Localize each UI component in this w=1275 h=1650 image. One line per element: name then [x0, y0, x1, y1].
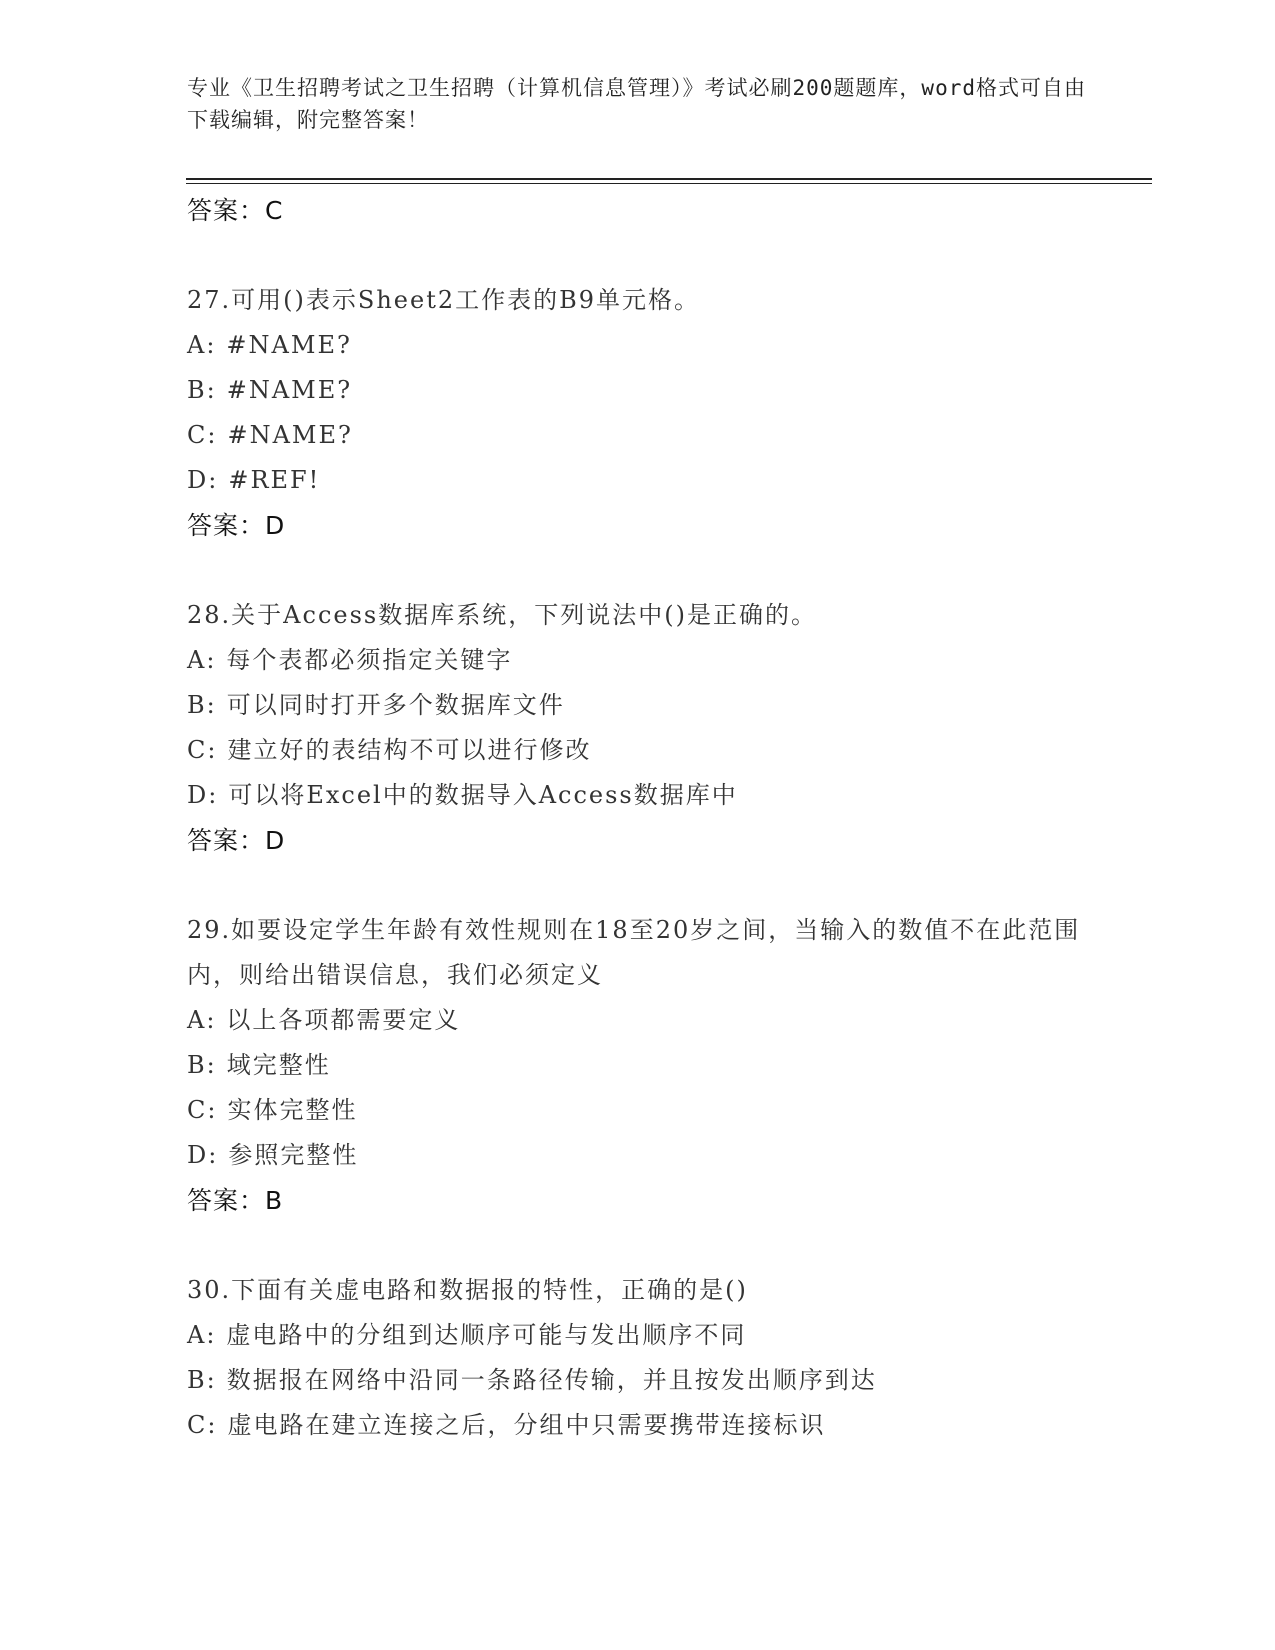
option-b [187, 1043, 1087, 1088]
option-text: 虚电路中的分组到达顺序可能与发出顺序不同 [226, 1321, 747, 1349]
option-text: #REF! [228, 466, 321, 494]
option-c [187, 1403, 1087, 1448]
answer-previous: 答案：C [187, 196, 284, 225]
option-c [187, 413, 1087, 458]
header-divider-thin [186, 183, 1152, 184]
option-text: #NAME? [226, 376, 353, 404]
option-letter: C: [187, 421, 218, 449]
spacer [187, 548, 1087, 593]
option-letter: C: [187, 1411, 218, 1439]
option-b [187, 1358, 1087, 1403]
option-letter: C: [187, 736, 218, 764]
question-list [187, 188, 1087, 1448]
question-block-28 [187, 593, 1087, 863]
option-text: 实体完整性 [227, 1096, 358, 1124]
option-letter: D: [187, 466, 219, 494]
option-d [187, 1133, 1087, 1178]
question-text: 29.如要设定学生年龄有效性规则在18至20岁之间，当输入的数值不在此范围内，则给出错误信息，我们必须定义 [187, 916, 1081, 989]
question-text: 30.下面有关虚电路和数据报的特性，正确的是() [187, 1276, 748, 1304]
option-letter: B: [187, 1366, 217, 1394]
question-block-29 [187, 908, 1087, 1223]
option-letter: D: [187, 781, 219, 809]
option-letter: C: [187, 1096, 218, 1124]
option-letter: D: [187, 1141, 219, 1169]
answer-text: 答案：D [187, 826, 286, 855]
option-a [187, 638, 1087, 683]
option-text: 以上各项都需要定义 [226, 1006, 461, 1034]
option-text: 可以将Excel中的数据导入Access数据库中 [228, 781, 738, 809]
option-d [187, 773, 1087, 818]
question-text: 28.关于Access数据库系统，下列说法中()是正确的。 [187, 601, 817, 629]
header-divider-thick [186, 178, 1152, 180]
option-letter: A: [187, 1321, 217, 1349]
document-header: 专业《卫生招聘考试之卫生招聘（计算机信息管理）》考试必刷200题题库，word格式可自由下载编辑，附完整答案！ [187, 76, 1086, 132]
option-text: #NAME? [227, 421, 353, 449]
spacer [187, 233, 1087, 278]
question-block-30 [187, 1268, 1087, 1448]
option-letter: A: [187, 331, 217, 359]
question-text: 27.可用()表示Sheet2工作表的B9单元格。 [187, 286, 701, 314]
option-letter: A: [187, 1006, 217, 1034]
option-letter: A: [187, 646, 217, 674]
option-letter: B: [187, 1051, 217, 1079]
question-block-27 [187, 278, 1087, 548]
option-b [187, 368, 1087, 413]
answer-text: 答案：D [187, 511, 286, 540]
option-text: 每个表都必须指定关键字 [226, 646, 513, 674]
option-a [187, 1313, 1087, 1358]
option-letter: B: [187, 691, 217, 719]
option-text: 虚电路在建立连接之后，分组中只需要携带连接标识 [227, 1411, 826, 1439]
answer-text: 答案：B [187, 1186, 284, 1215]
spacer [187, 1223, 1087, 1268]
option-text: 域完整性 [226, 1051, 331, 1079]
option-text: 可以同时打开多个数据库文件 [226, 691, 565, 719]
option-a [187, 998, 1087, 1043]
spacer [187, 863, 1087, 908]
option-c [187, 1088, 1087, 1133]
option-letter: B: [187, 376, 217, 404]
option-a [187, 323, 1087, 368]
option-d [187, 458, 1087, 503]
option-text: 数据报在网络中沿同一条路径传输，并且按发出顺序到达 [226, 1366, 877, 1394]
option-c [187, 728, 1087, 773]
option-b [187, 683, 1087, 728]
option-text: 参照完整性 [228, 1141, 359, 1169]
option-text: 建立好的表结构不可以进行修改 [227, 736, 592, 764]
option-text: #NAME? [226, 331, 352, 359]
